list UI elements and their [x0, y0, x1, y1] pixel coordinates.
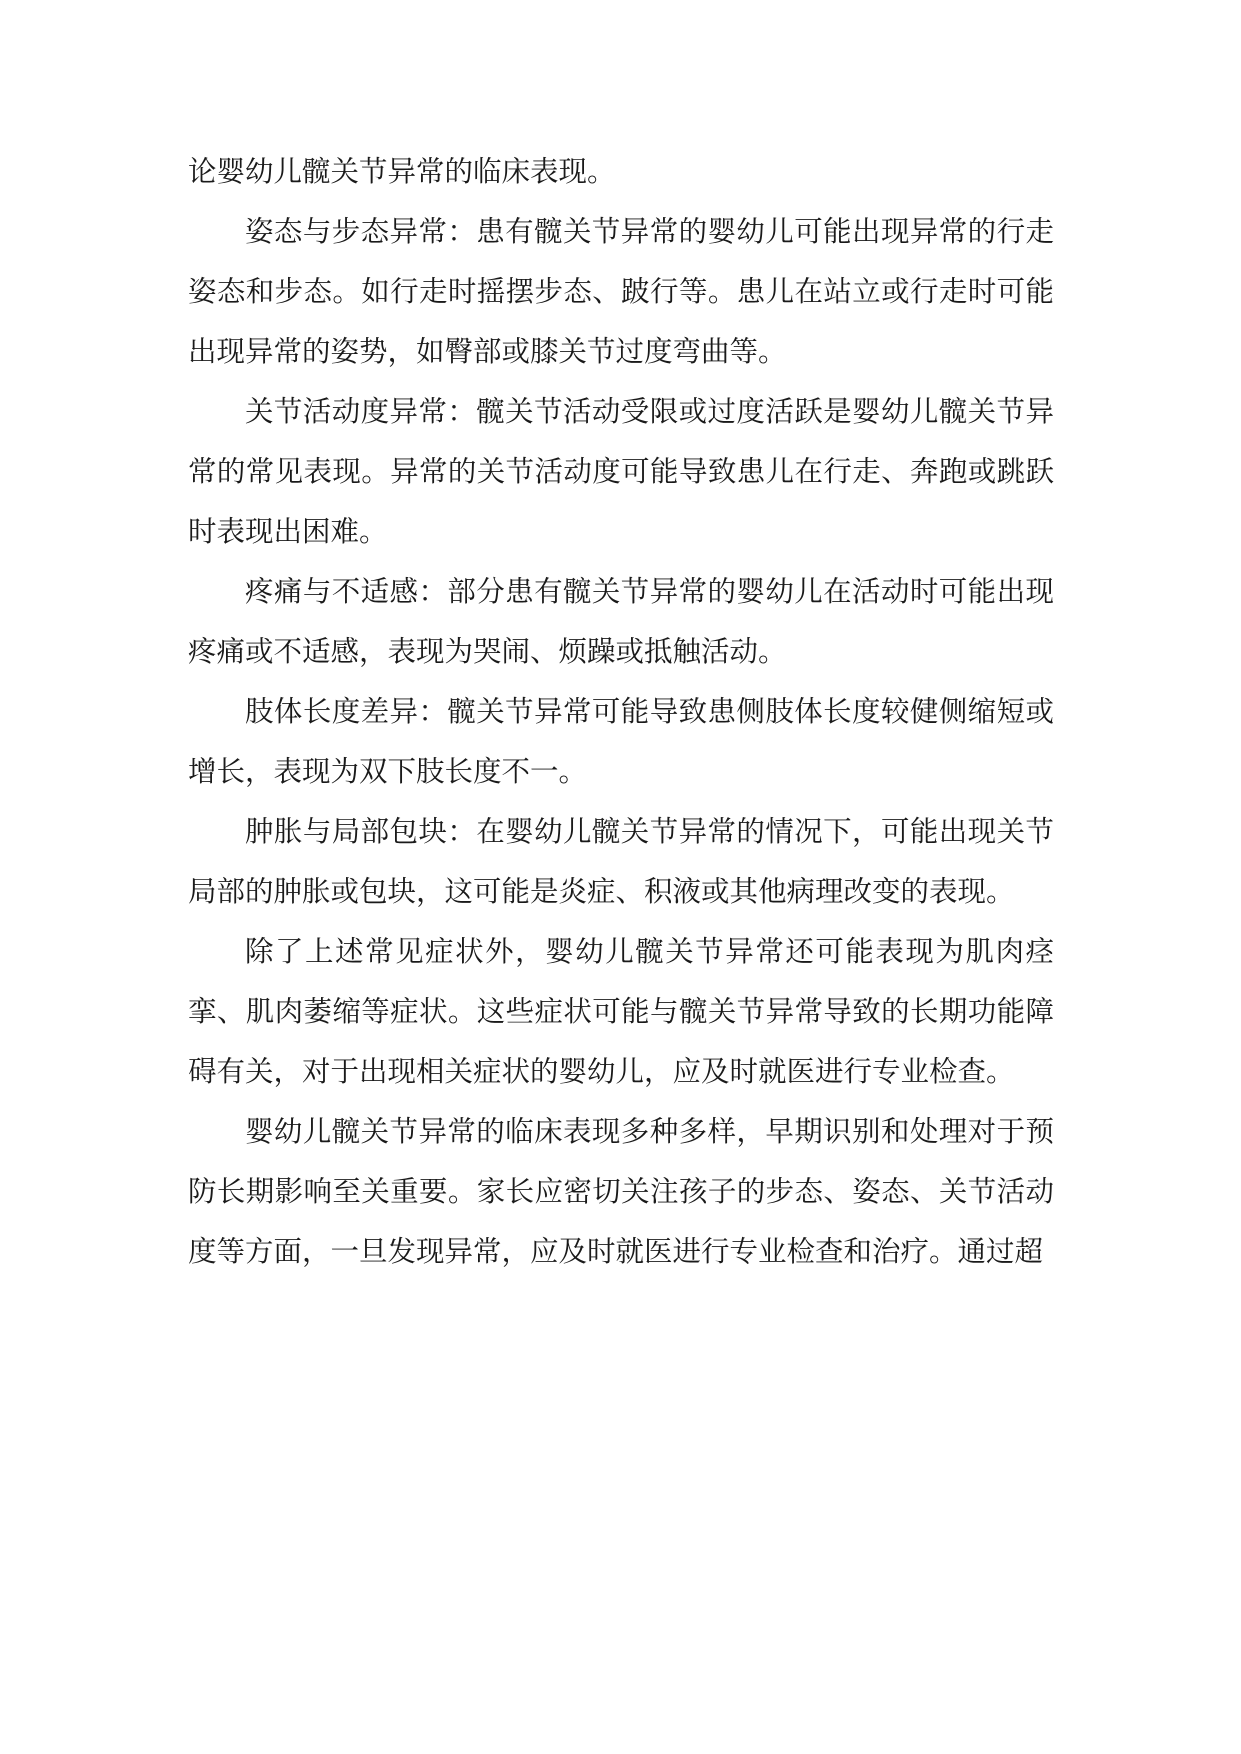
paragraph-limb-length: 肢体长度差异：髋关节异常可能导致患侧肢体长度较健侧缩短或增长，表现为双下肢长度不一。 [188, 695, 1054, 788]
paragraph-other-symptoms: 除了上述常见症状外，婴幼儿髋关节异常还可能表现为肌肉痉挛、肌肉萎缩等症状。这些症状可能与髋关节异常导致的长期功能障碍有关，对于出现相关症状的婴幼儿，应及时就医进行专业检查。 [188, 935, 1054, 1088]
paragraph-posture-gait: 姿态与步态异常：患有髋关节异常的婴幼儿可能出现异常的行走姿态和步态。如行走时摇摆步态、跛行等。患儿在站立或行走时可能出现异常的姿势，如臀部或膝关节过度弯曲等。 [188, 215, 1054, 368]
paragraph-joint-mobility: 关节活动度异常：髋关节活动受限或过度活跃是婴幼儿髋关节异常的常见表现。异常的关节活动度可能导致患儿在行走、奔跑或跳跃时表现出困难。 [188, 395, 1054, 548]
paragraph-swelling-mass: 肿胀与局部包块：在婴幼儿髋关节异常的情况下，可能出现关节局部的肿胀或包块，这可能是炎症、积液或其他病理改变的表现。 [188, 815, 1054, 908]
paragraph-pain-discomfort: 疼痛与不适感：部分患有髋关节异常的婴幼儿在活动时可能出现疼痛或不适感，表现为哭闹、烦躁或抵触活动。 [188, 575, 1054, 668]
document-body [188, 142, 1054, 1282]
paragraph-summary: 婴幼儿髋关节异常的临床表现多种多样，早期识别和处理对于预防长期影响至关重要。家长应密切关注孩子的步态、姿态、关节活动度等方面，一旦发现异常，应及时就医进行专业检查和治疗。通过超 [188, 1115, 1054, 1268]
paragraph-continuation: 论婴幼儿髋关节异常的临床表现。 [188, 155, 616, 188]
